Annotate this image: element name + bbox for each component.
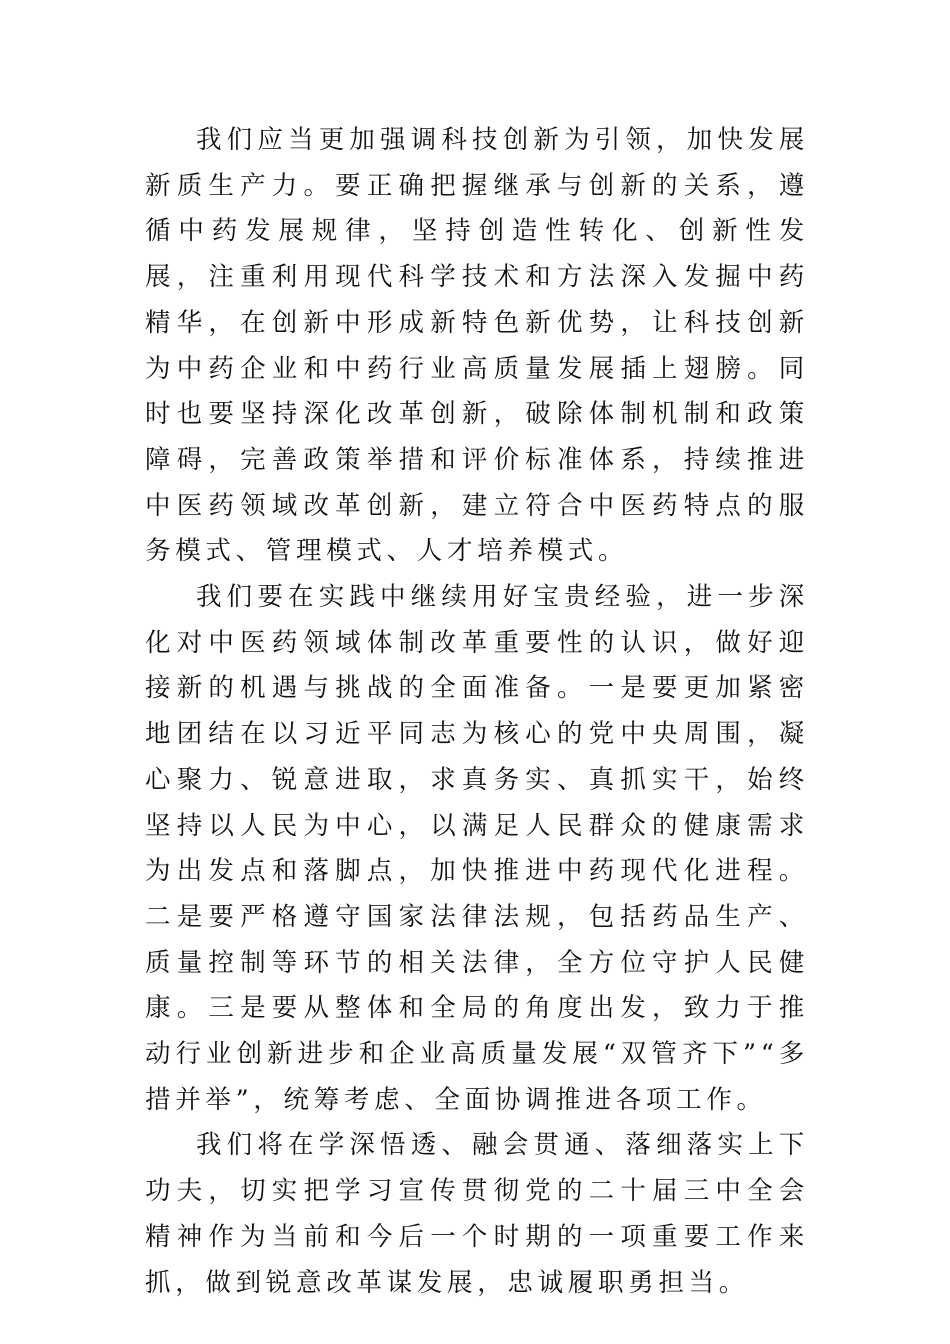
paragraph-3: 我们将在学深悟透、融会贯通、落细落实上下功夫，切实把学习宣传贯彻党的二十届三中全会精神作为当前和今后一个时期的一项重要工作来抓，做到锐意改革谋发展，忠诚履职勇担当。 <box>145 1130 809 1298</box>
document-body <box>145 118 809 1306</box>
paragraph-1: 我们应当更加强调科技创新为引领，加快发展新质生产力。要正确把握继承与创新的关系，遵循中药发展规律，坚持创造性转化、创新性发展，注重利用现代科学技术和方法深入发掘中药精华，在创新中形成新特色新优势，让科技创新为中药企业和中药行业高质量发展插上翅膀。同时也要坚持深化改革创新，破除体制机制和政策障碍，完善政策举措和评价标准体系，持续推进中医药领域改革创新，建立符合中医药特点的服务模式、管理模式、人才培养模式。 <box>145 125 809 567</box>
paragraph-2: 我们要在实践中继续用好宝贵经验，进一步深化对中医药领域体制改革重要性的认识，做好迎接新的机遇与挑战的全面准备。一是要更加紧密地团结在以习近平同志为核心的党中央周围，凝心聚力、锐意进取，求真务实、真抓实干，始终坚持以人民为中心，以满足人民群众的健康需求为出发点和落脚点，加快推进中药现代化进程。二是要严格遵守国家法律法规，包括药品生产、质量控制等环节的相关法律，全方位守护人民健康。三是要从整体和全局的角度出发，致力于推动行业创新进步和企业高质量发展“双管齐下”“多措并举”，统筹考虑、全面协调推进各项工作。 <box>145 582 809 1115</box>
